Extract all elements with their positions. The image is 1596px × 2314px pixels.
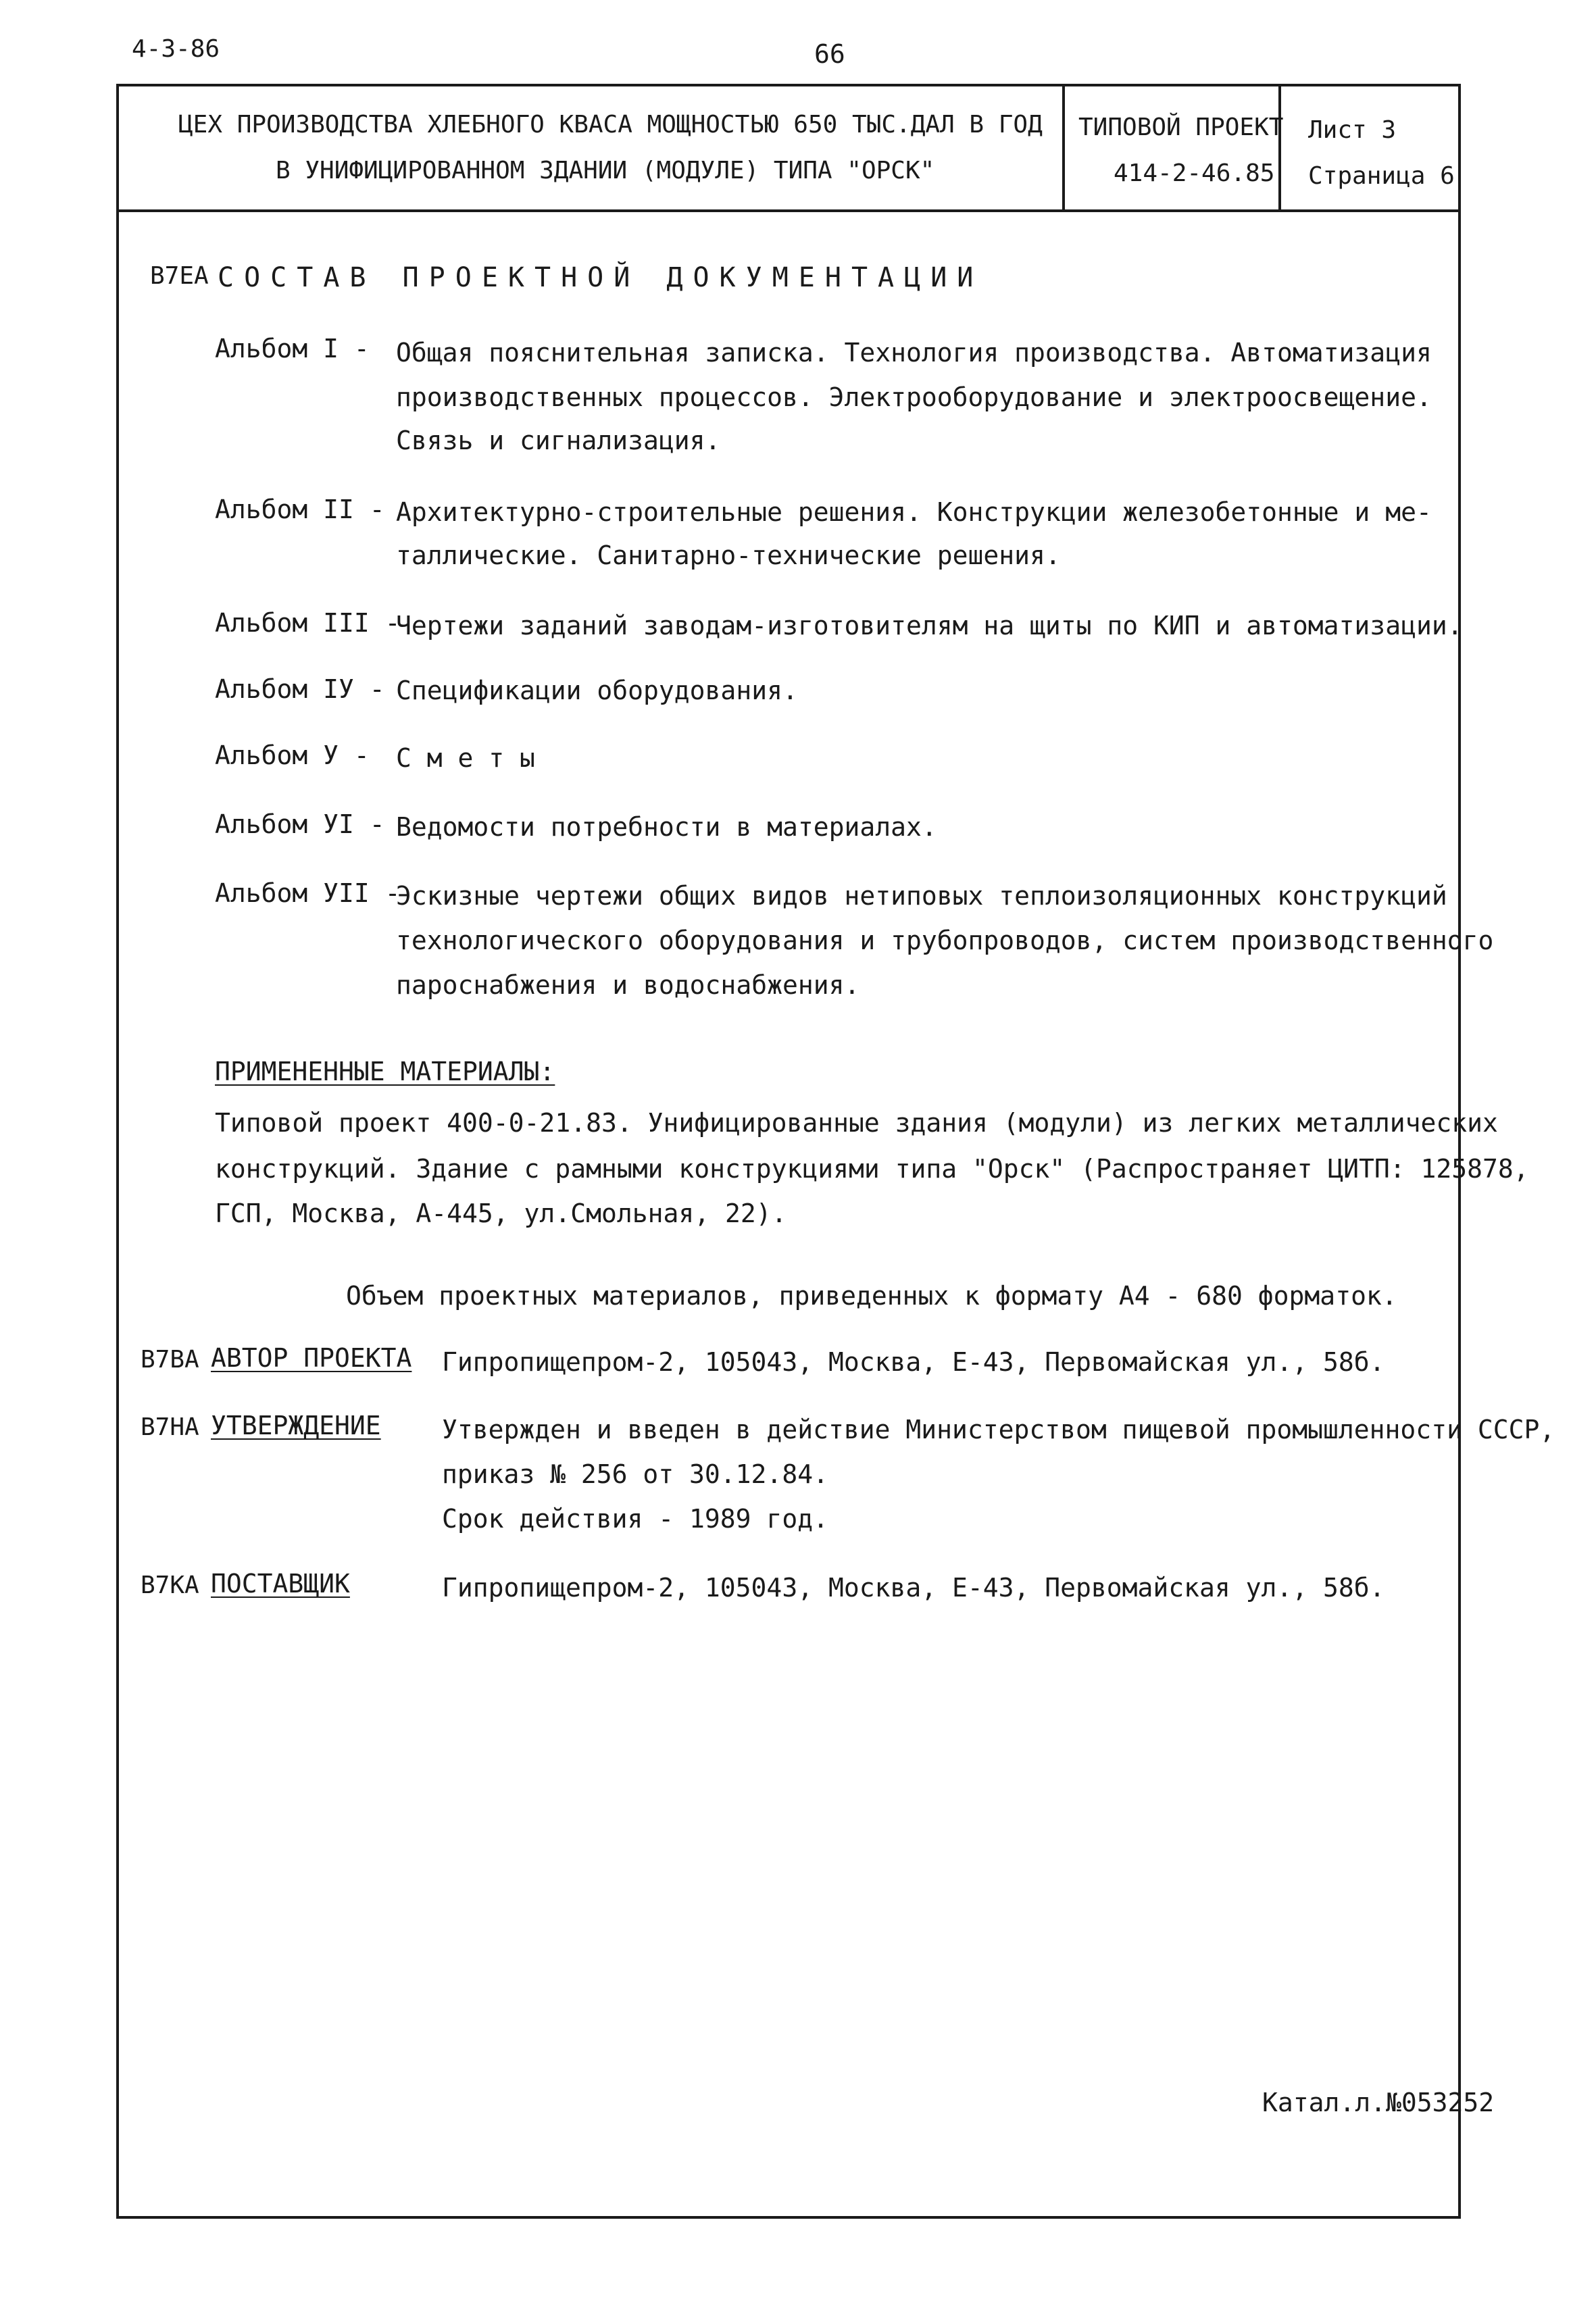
- materials-line: Типовой проект 400-0-21.83. Унифицированные здания (модули) из легких металлических: [215, 1108, 1498, 1138]
- album-line: Спецификации оборудования.: [396, 676, 798, 705]
- album-label: Альбом УI -: [215, 809, 385, 839]
- title-line-1: ЦЕХ ПРОИЗВОДСТВА ХЛЕБНОГО КВАСА МОЩНОСТЬЮ 650 ТЫС.ДАЛ В ГОД: [178, 111, 1043, 139]
- approval-code: В7НА: [141, 1413, 199, 1441]
- page-label: Страница 6: [1308, 162, 1455, 190]
- document-code: 4-3-86: [132, 35, 220, 63]
- materials-line: конструкций. Здание с рамными конструкциями типа "Орск" (Распространяет ЦИТП: 125878,: [215, 1154, 1529, 1184]
- album-line: таллические. Санитарно-технические решения.: [396, 540, 1061, 570]
- materials-heading: ПРИМЕНЕННЫЕ МАТЕРИАЛЫ:: [215, 1057, 555, 1086]
- materials-line: ГСП, Москва, А-445, ул.Смольная, 22).: [215, 1199, 787, 1228]
- album-label: Альбом II -: [215, 495, 385, 524]
- album-line: производственных процессов. Электрооборудование и электроосвещение.: [396, 382, 1432, 412]
- album-line: технологического оборудования и трубопроводов, систем производственного: [396, 926, 1494, 955]
- album-label: Альбом III -: [215, 608, 401, 638]
- project-number: 414-2-46.85: [1114, 159, 1275, 187]
- album-line: Архитектурно-строительные решения. Конструкции железобетонные и ме-: [396, 497, 1432, 527]
- title-line-2: В УНИФИЦИРОВАННОМ ЗДАНИИ (МОДУЛЕ) ТИПА "ОРСК": [276, 157, 935, 184]
- title-cell: [119, 86, 1065, 209]
- approval-line: Утвержден и введен в действие Министерством пищевой промышленности СССР,: [442, 1415, 1555, 1444]
- project-label: ТИПОВОЙ ПРОЕКТ: [1078, 114, 1284, 141]
- approval-line: приказ № 256 от 30.12.84.: [442, 1459, 828, 1489]
- album-line: пароснабжения и водоснабжения.: [396, 970, 860, 1000]
- section-title: СОСТАВ ПРОЕКТНОЙ ДОКУМЕНТАЦИИ: [218, 262, 984, 293]
- album-label: Альбом У -: [215, 740, 370, 770]
- album-line: Ведомости потребности в материалах.: [396, 812, 937, 842]
- sheet-label: Лист 3: [1308, 116, 1397, 144]
- author-text: Гипропищепром-2, 105043, Москва, Е-43, Первомайская ул., 58б.: [442, 1347, 1385, 1377]
- catalog-number: Катал.л.№053252: [1262, 2088, 1495, 2117]
- supplier-code: В7КА: [141, 1571, 199, 1599]
- section-code: В7ЕА: [150, 262, 209, 290]
- sheet-cell: [1281, 86, 1458, 209]
- album-label: Альбом IУ -: [215, 674, 385, 704]
- author-code: В7ВА: [141, 1346, 199, 1374]
- project-cell: [1065, 86, 1284, 209]
- materials-volume: Объем проектных материалов, приведенных к формату А4 - 680 форматок.: [346, 1281, 1397, 1311]
- supplier-text: Гипропищепром-2, 105043, Москва, Е-43, Первомайская ул., 58б.: [442, 1573, 1385, 1603]
- supplier-label: ПОСТАВЩИК: [211, 1569, 350, 1599]
- approval-line: Срок действия - 1989 год.: [442, 1504, 828, 1534]
- album-line: Эскизные чертежи общих видов нетиповых теплоизоляционных конструкций: [396, 881, 1447, 911]
- album-label: Альбом I -: [215, 334, 370, 363]
- album-line: Общая пояснительная записка. Технология производства. Автоматизация: [396, 338, 1432, 368]
- album-line: Связь и сигнализация.: [396, 426, 721, 455]
- album-line: С м е т ы: [396, 743, 535, 773]
- author-label: АВТОР ПРОЕКТА: [211, 1343, 412, 1373]
- album-line: Чертежи заданий заводам-изготовителям на щиты по КИП и автоматизации.: [396, 611, 1463, 640]
- approval-label: УТВЕРЖДЕНИЕ: [211, 1411, 381, 1440]
- album-label: Альбом УII -: [215, 878, 401, 908]
- title-block: [119, 86, 1458, 212]
- page-number: 66: [814, 39, 845, 69]
